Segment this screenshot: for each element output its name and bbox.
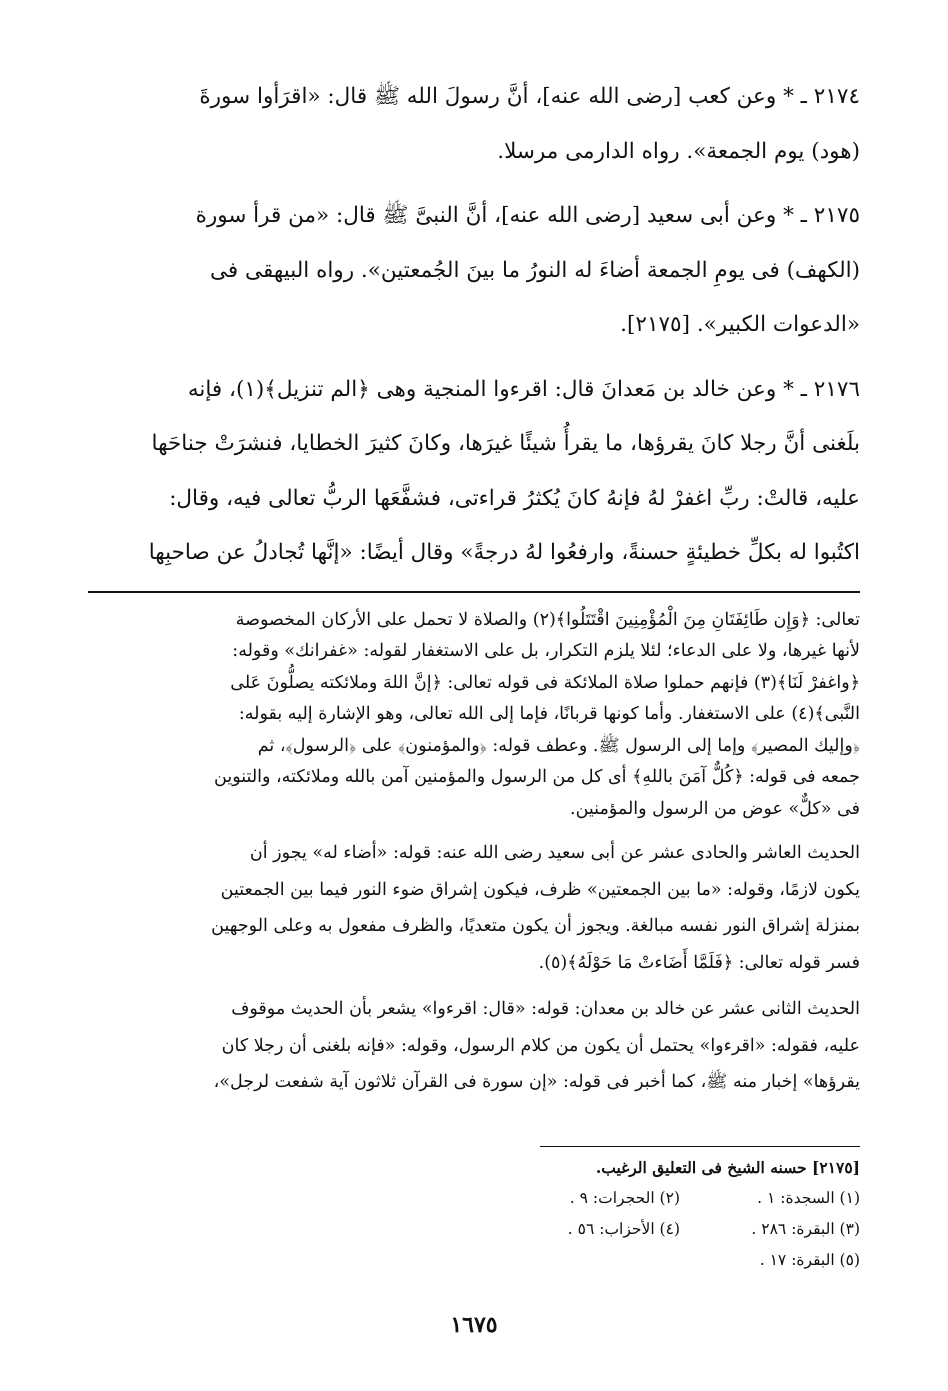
hadith-h2175 [88, 189, 860, 353]
footnote-row [88, 1245, 860, 1276]
commentary-line: فسر قوله تعالى: ﴿فَلَمَّا أَضَاءتْ مَا حَوْلَهُ﴾(٥). [538, 952, 860, 973]
commentary-line: لأنها غيرها، ولا على الدعاء؛ لئلا يلزم التكرار، بل على الاستغفار لقوله: «غفرانك» وقوله: [232, 641, 860, 661]
hadith-h2176 [88, 363, 860, 581]
footnote-item: (٢) الحجرات: ٩ . [569, 1189, 680, 1207]
footnote-row [88, 1214, 860, 1245]
footnote-item: (٥) البقرة: ١٧ . [759, 1251, 860, 1269]
footnotes [88, 1146, 860, 1276]
hadith-line: (هود) يوم الجمعة». رواه الدارمى مرسلا. [497, 138, 860, 164]
hadith-line: (الكهف) فى يومِ الجمعة أضاءَ له النورُ ما بينَ الجُمعتين». رواه البيهقى فى [210, 257, 860, 283]
hadith-line: ٢١٧٦ ـ * وعن خالد بن مَعدانَ قال: اقرءوا المنجية وهى ﴿الم تنزيل﴾(١)، فإنه [187, 376, 860, 402]
hadith-line: ٢١٧٥ ـ * وعن أبى سعيد [رضى الله عنه]، أنَّ النبىَّ ﷺ قال: «من قرأ سورة [195, 203, 860, 228]
footnote-item [500, 1245, 680, 1276]
commentary-line: بمنزلة إشراق النور نفسه مبالغة. ويجوز أن يكون متعديًا، والظرف مفعول به وعلى الوجهين [211, 916, 860, 936]
commentary-line: يقرؤها» إخبار منه ﷺ، كما أخبر فى قوله: «إن سورة فى القرآن ثلاثون آية شفعت لرجل»، [213, 1072, 860, 1092]
footnote-rows [88, 1183, 860, 1276]
footnote-item: (٤) الأحزاب: ٥٦ . [567, 1220, 680, 1238]
hadith-line: ٢١٧٤ ـ * وعن كعب [رضى الله عنه]، أنَّ رسولَ الله ﷺ قال: «اقرَأوا سورةَ [199, 84, 860, 109]
hadith-line: اكتُبوا له بكلِّ خطيئةٍ حسنةً، وارفعُوا لهُ درجةً» وقال أيضًا: «إنَّها تُجادلُ عن صاحبِها [148, 540, 860, 565]
commentary-paragraph-c3 [88, 991, 860, 1101]
footnote-item: (٣) البقرة: ٢٨٦ . [751, 1220, 860, 1238]
commentary-line: تعالى: ﴿وَإِن طَائِفَتَانِ مِنَ الْمُؤْمِنِينَ اقْتَتَلُوا﴾(٢) والصلاة لا تحمل على الأركان المخصوصة [235, 609, 860, 630]
commentary-line: يكون لازمًا، وقوله: «ما بين الجمعتين» ظرف، فيكون إشراق ضوء النور فيما بين الجمعتين [220, 879, 860, 900]
commentary-line: الحديث الثانى عشر عن خالد بن معدان: قوله: «قال: اقرءوا» يشعر بأن الحديث موقوف [231, 999, 860, 1019]
footnote-item: (١) السجدة: ١ . [757, 1189, 860, 1207]
commentary-line: فى «كلٌّ» عوض من الرسول والمؤمنين. [570, 798, 860, 819]
hadith-line: «الدعوات الكبير». [٢١٧٥]. [620, 312, 860, 337]
page-number: ١٦٧٥ [450, 1312, 498, 1338]
commentary-line: الحديث العاشر والحادى عشر عن أبى سعيد رضى الله عنه: قوله: «أضاء له» يجوز أن [249, 843, 860, 863]
hadith-h2174 [88, 70, 860, 179]
commentary-line: عليه، فقوله: «اقرءوا» يحتمل أن يكون من كلام الرسول، وقوله: «فإنه بلغنى أن رجلا كان [221, 1035, 860, 1056]
hadith-line: بلَغنى أنَّ رجلا كانَ يقرؤها، ما يقرأُ شيئًا غيرَها، وكانَ كثيرَ الخطايا، فنشرَتْ جناحَها [151, 431, 860, 456]
hadith-section [88, 70, 860, 581]
page-body [88, 70, 860, 1111]
commentary-line: ﴿واغفرْ لَنَا﴾(٣) فإنهم حملوا صلاة الملائكة فى قوله تعالى: ﴿إنَّ اللهَ وملائكته يصلُّونَ عَلى [230, 672, 860, 693]
commentary-paragraph-c2 [88, 835, 860, 981]
footnote-divider [540, 1146, 860, 1147]
footnote-head: [٢١٧٥] حسنه الشيخ فى التعليق الرغيب. [595, 1158, 860, 1177]
main-divider [88, 591, 860, 593]
commentary-line: جمعه فى قوله: ﴿كُلٌّ آمَنَ باللهِ﴾ أى كل من الرسول والمؤمنين آمن بالله وملائكته، والتنوين [214, 767, 860, 787]
hadith-line: عليه، قالتْ: ربِّ اغفرْ لهُ فإنهُ كانَ يُكثرُ قراءتى، فشفَّعَها الربُّ تعالى فيه، وقال: [169, 485, 860, 511]
commentary-section [88, 605, 860, 1101]
commentary-line: ﴿وإليك المصير﴾ وإما إلى الرسول ﷺ. وعطف قوله: ﴿والمؤمنون﴾ على ﴿الرسول﴾، ثم [257, 735, 860, 756]
commentary-line: النَّبى﴾(٤) على الاستغفار. وأما كونها قربانًا، فإما إلى الله تعالى، وهو الإشارة إليه بقوله: [238, 704, 860, 724]
footnote-row [88, 1183, 860, 1214]
commentary-paragraph-c1 [88, 605, 860, 826]
